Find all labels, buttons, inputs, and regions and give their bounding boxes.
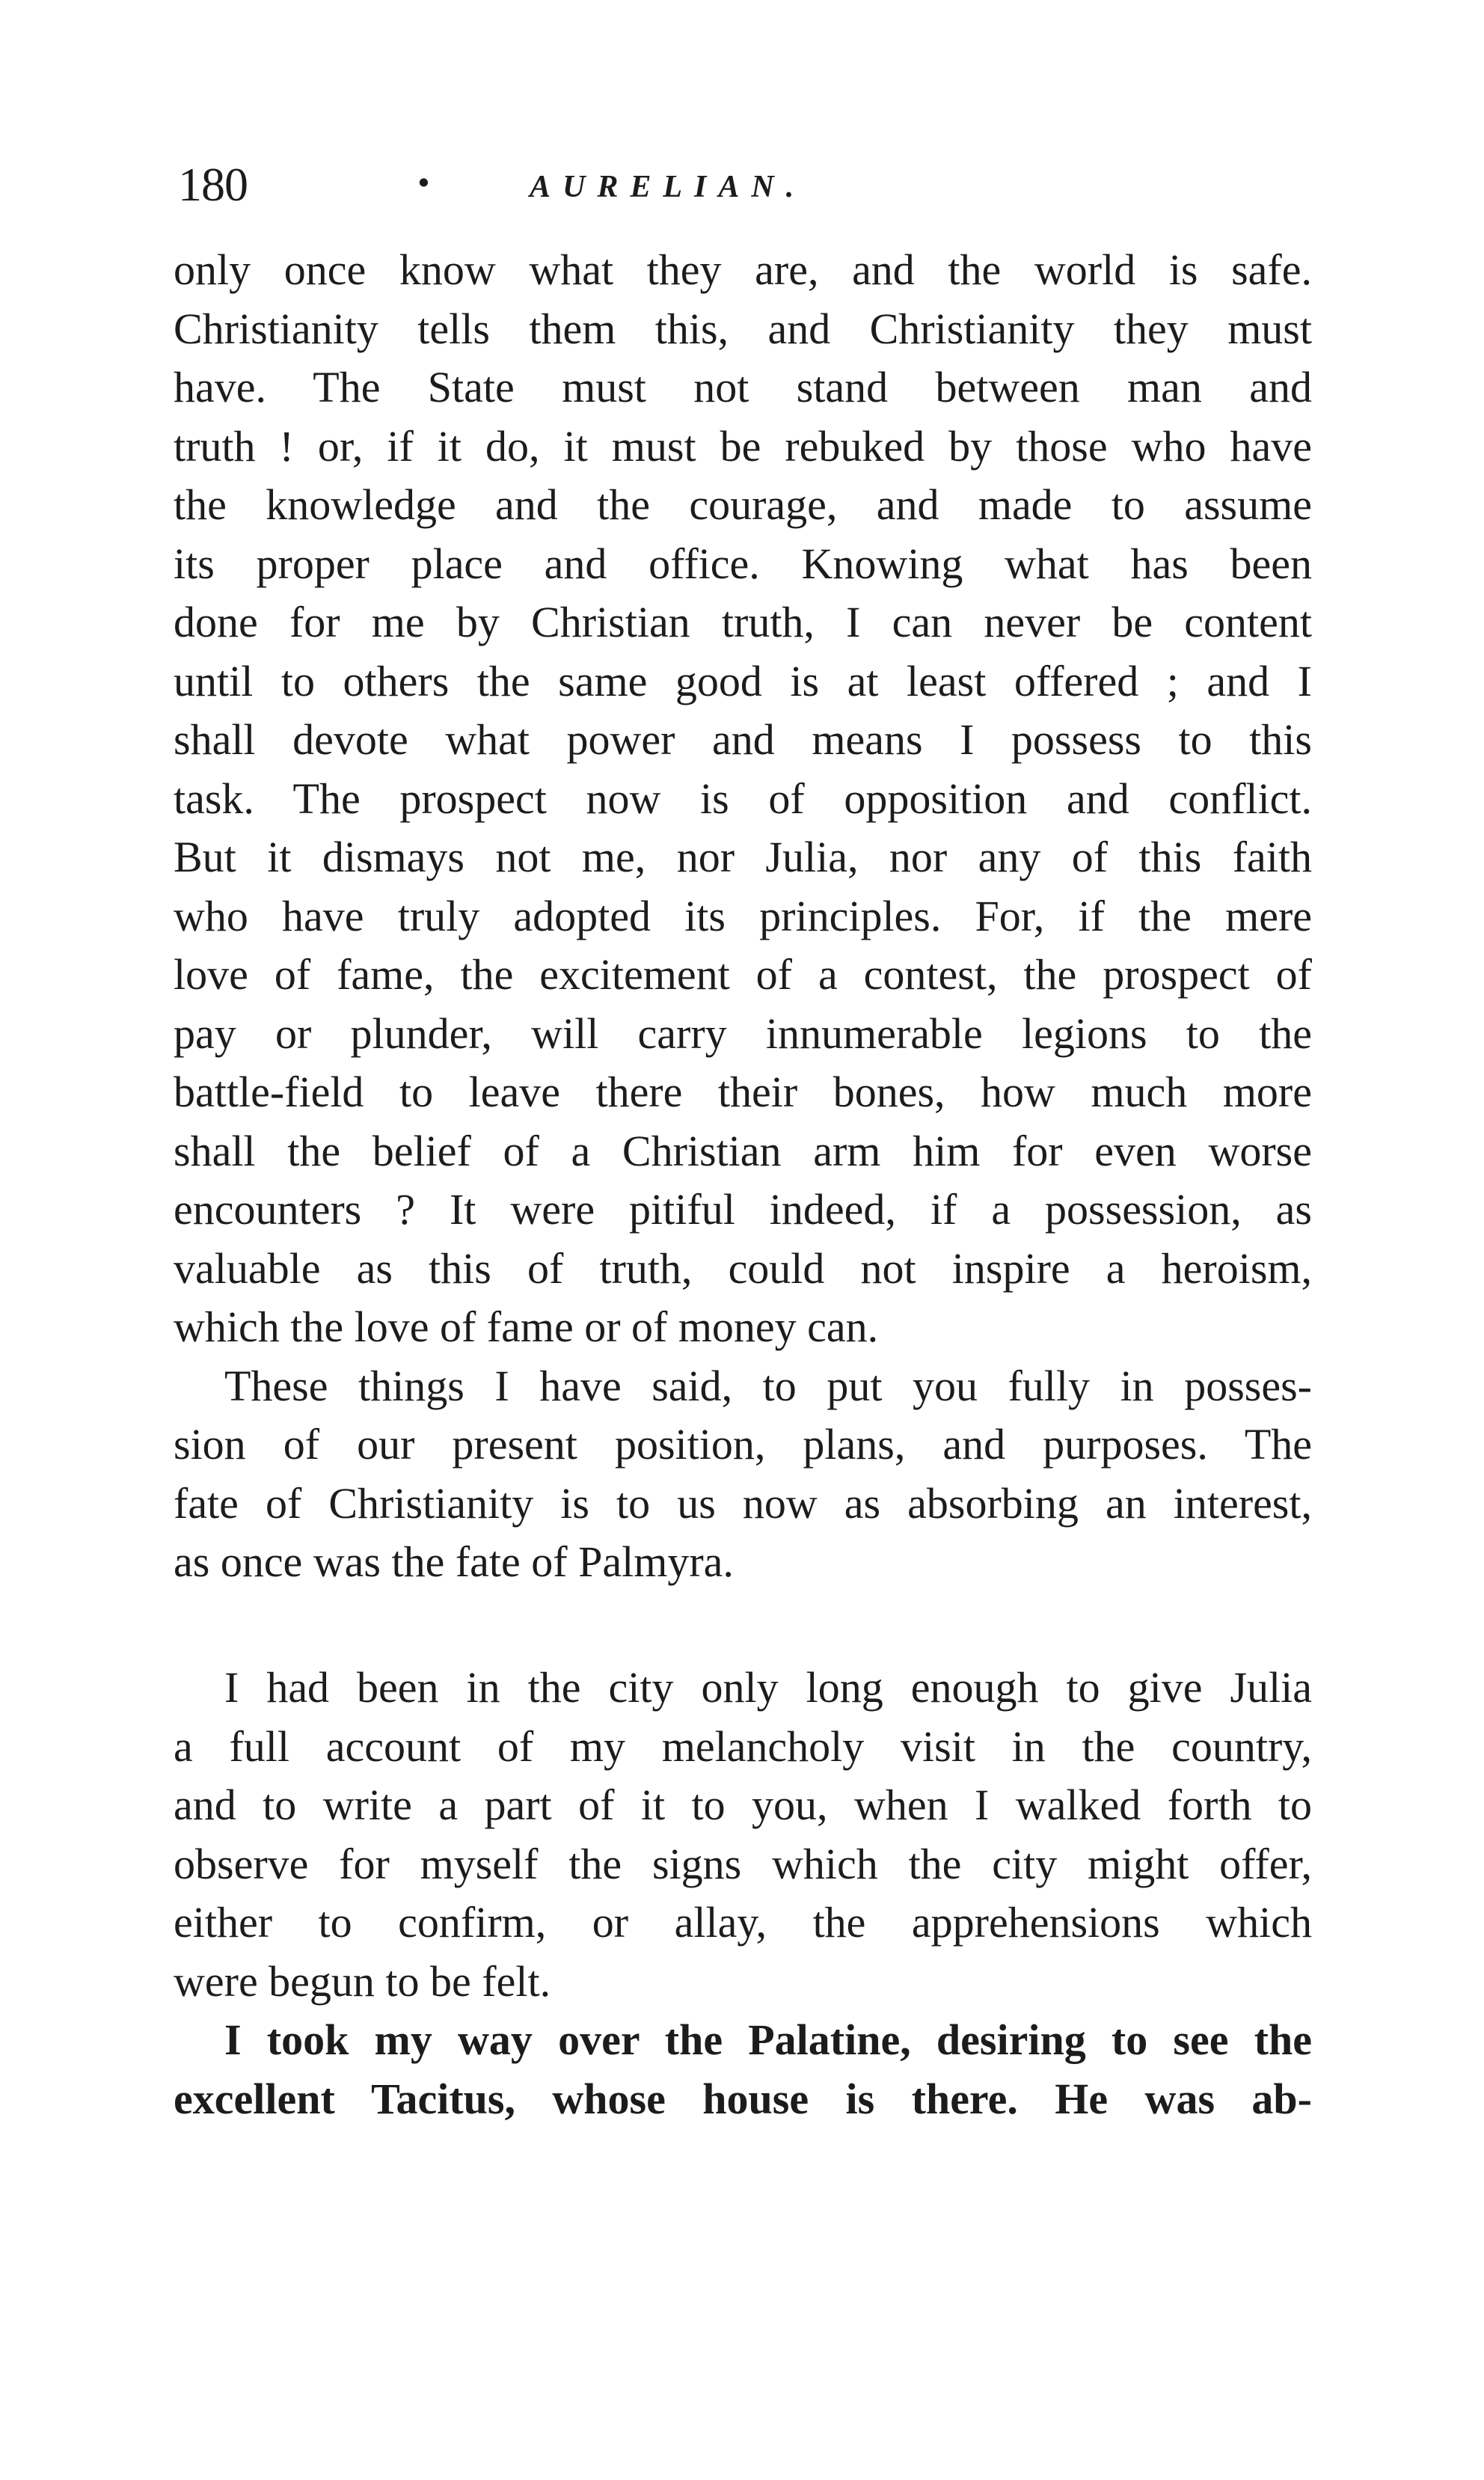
text-line: as once was the fate of Palmyra. bbox=[174, 1537, 734, 1586]
text-line: and to write a part of it to you, when I walked forth to bbox=[174, 1781, 1312, 1829]
text-line: battle-field to leave there their bones, how much more bbox=[174, 1068, 1312, 1116]
text-line: either to confirm, or allay, the apprehensions which bbox=[174, 1898, 1312, 1947]
text-line: But it dismays not me, nor Julia, nor any of this faith bbox=[174, 833, 1312, 881]
text-line: I had been in the city only long enough to give Julia bbox=[224, 1663, 1312, 1712]
text-line: fate of Christianity is to us now as absorbing an interest, bbox=[174, 1478, 1312, 1528]
text-line: love of fame, the excitement of a contest, the prospect of bbox=[174, 950, 1312, 999]
text-line: who have truly adopted its principles. For, if the mere bbox=[174, 891, 1312, 940]
text-line: shall the belief of a Christian arm him for even worse bbox=[174, 1126, 1312, 1175]
text-line: sion of our present position, plans, and purposes. The bbox=[174, 1420, 1312, 1469]
text-line: a full account of my melancholy visit in the country, bbox=[174, 1721, 1312, 1771]
header-separator-dot: · bbox=[416, 157, 432, 209]
text-line: excellent Tacitus, whose house is there. He was ab- bbox=[174, 2074, 1312, 2123]
text-line: which the love of fame or of money can. bbox=[174, 1302, 879, 1351]
text-section-1 bbox=[174, 241, 1312, 1592]
text-line: observe for myself the signs which the city might offer, bbox=[174, 1839, 1312, 1888]
text-section-2 bbox=[174, 1659, 1312, 2128]
text-line: valuable as this of truth, could not inspire a heroism, bbox=[174, 1243, 1312, 1293]
running-title: AURELIAN. bbox=[530, 170, 806, 204]
text-line: pay or plunder, will carry innumerable legions to the bbox=[174, 1008, 1312, 1058]
page-number: 180 bbox=[178, 158, 248, 211]
text-line: until to others the same good is at least offered ; and I bbox=[174, 656, 1312, 705]
text-line: done for me by Christian truth, I can never be content bbox=[174, 598, 1312, 646]
text-line: its proper place and office. Knowing what has been bbox=[174, 539, 1312, 588]
text-line: the knowledge and the courage, and made to assume bbox=[174, 480, 1312, 529]
text-line: I took my way over the Palatine, desiring to see the bbox=[224, 2015, 1312, 2064]
text-line: were begun to be felt. bbox=[174, 1956, 551, 2006]
text-line: task. The prospect now is of opposition and conflict. bbox=[174, 774, 1312, 823]
text-line: These things I have said, to put you fully in posses- bbox=[224, 1361, 1312, 1410]
page-header bbox=[178, 157, 1300, 217]
text-line: truth ! or, if it do, it must be rebuked by those who have bbox=[174, 421, 1312, 471]
text-line: Christianity tells them this, and Christianity they must bbox=[174, 304, 1312, 353]
text-line: encounters ? It were pitiful indeed, if a possession, as bbox=[174, 1185, 1312, 1234]
text-line: have. The State must not stand between man and bbox=[174, 363, 1312, 411]
text-line: only once know what they are, and the world is safe. bbox=[174, 245, 1312, 294]
text-line: shall devote what power and means I possess to this bbox=[174, 715, 1312, 764]
